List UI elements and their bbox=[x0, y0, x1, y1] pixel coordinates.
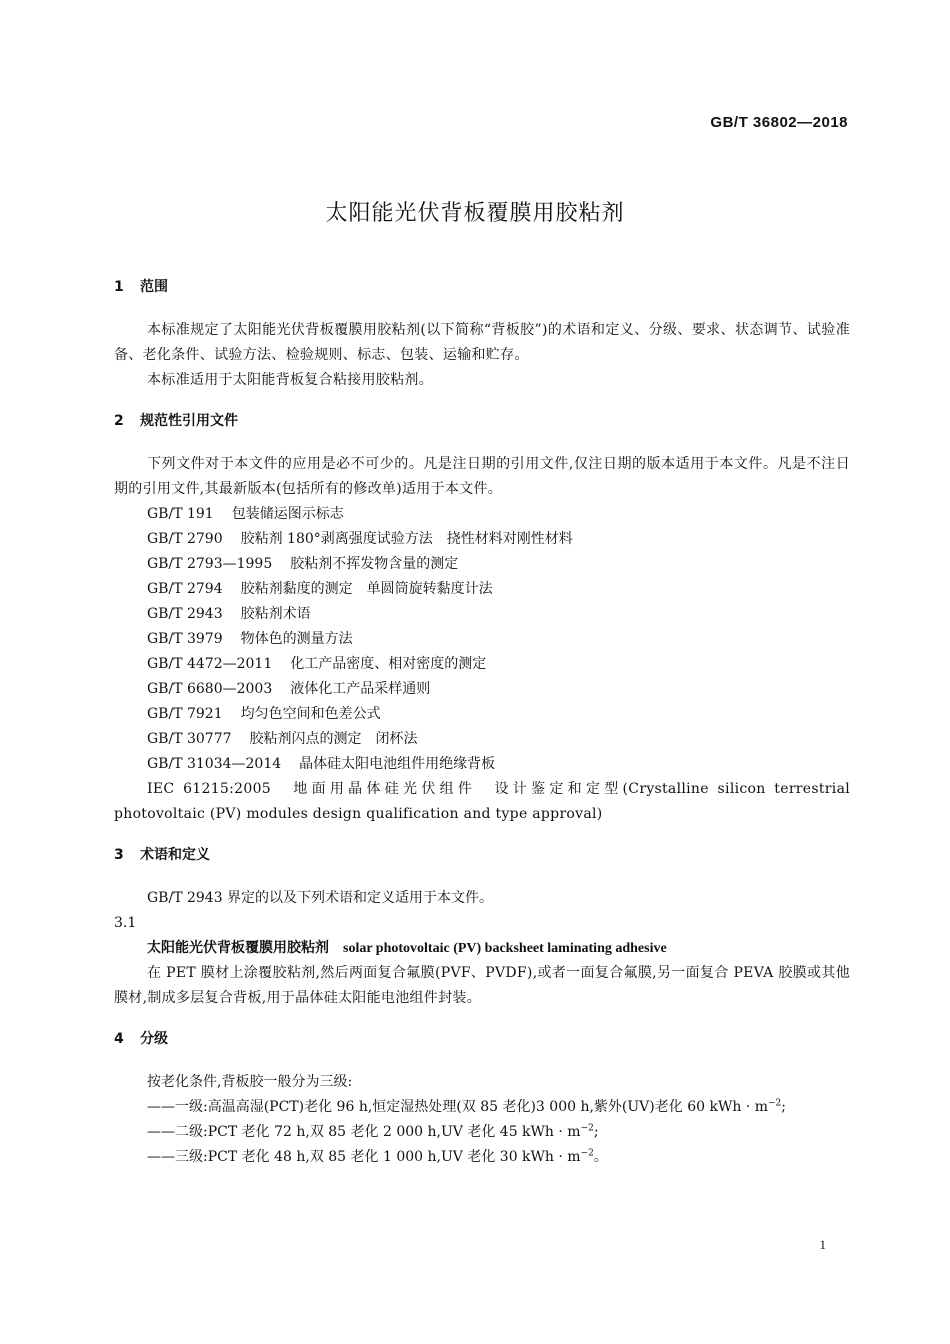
grade-item bbox=[114, 1145, 850, 1170]
reference-item bbox=[114, 627, 850, 652]
reference-code: GB/T 2793—1995 bbox=[147, 556, 273, 572]
section-2-heading bbox=[114, 406, 850, 436]
reference-title: 化工产品密度、相对密度的测定 bbox=[290, 656, 487, 672]
reference-code: GB/T 3979 bbox=[147, 631, 223, 647]
section-1-heading bbox=[114, 272, 850, 302]
scope-paragraph-1: 本标准规定了太阳能光伏背板覆膜用胶粘剂(以下简称“背板胶”)的术语和定义、分级、要求、状态调节、试验准备、老化条件、试验方法、检验规则、标志、包装、运输和贮存。 bbox=[114, 322, 850, 363]
reference-iec: IEC 61215:2005 地面用晶体硅光伏组件 设计鉴定和定型(Crystalline silicon terrestrial photovoltaic (PV) modules design qualification and type approval) bbox=[114, 781, 850, 822]
term-number: 3.1 bbox=[114, 915, 137, 931]
grade-end: 。 bbox=[593, 1149, 608, 1165]
reference-code: GB/T 191 bbox=[147, 506, 214, 522]
reference-item bbox=[114, 727, 850, 752]
reference-title: 均匀色空间和色差公式 bbox=[240, 706, 381, 722]
reference-code: GB/T 7921 bbox=[147, 706, 223, 722]
reference-item bbox=[114, 702, 850, 727]
reference-item bbox=[114, 502, 850, 527]
reference-title: 胶粘剂黏度的测定 单圆筒旋转黏度计法 bbox=[240, 581, 493, 597]
terms-intro: GB/T 2943 界定的以及下列术语和定义适用于本文件。 bbox=[147, 890, 494, 906]
section-3-number: 3 bbox=[114, 847, 124, 863]
reference-item bbox=[114, 577, 850, 602]
term-definition: 在 PET 膜材上涂覆胶粘剂,然后两面复合氟膜(PVF、PVDF),或者一面复合氟膜,另一面复合 PEVA 胶膜或其他膜材,制成多层复合背板,用于晶体硅太阳能电池组件封装。 bbox=[114, 965, 850, 1006]
term-entry bbox=[114, 936, 850, 961]
section-2-number: 2 bbox=[114, 413, 124, 429]
section-2-title: 规范性引用文件 bbox=[140, 413, 238, 429]
section-4-heading bbox=[114, 1024, 850, 1054]
reference-item bbox=[114, 652, 850, 677]
document-title: 太阳能光伏背板覆膜用胶粘剂 bbox=[325, 201, 625, 226]
grade-list bbox=[114, 1095, 850, 1170]
reference-title: 胶粘剂 180°剥离强度试验方法 挠性材料对刚性材料 bbox=[240, 531, 573, 547]
grade-text: ——三级:PCT 老化 48 h,双 85 老化 1 000 h,UV 老化 30 kWh · m bbox=[147, 1149, 581, 1165]
references-intro: 下列文件对于本文件的应用是必不可少的。凡是注日期的引用文件,仅注日期的版本适用于本文件。凡是不注日期的引用文件,其最新版本(包括所有的修改单)适用于本文件。 bbox=[114, 456, 850, 497]
reference-list bbox=[114, 502, 850, 777]
section-3-title: 术语和定义 bbox=[140, 847, 210, 863]
grade-item bbox=[114, 1120, 850, 1145]
standard-code: GB/T 36802—2018 bbox=[710, 114, 848, 131]
section-1-number: 1 bbox=[114, 279, 124, 295]
reference-code: GB/T 31034—2014 bbox=[147, 756, 282, 772]
grade-text: ——一级:高温高湿(PCT)老化 96 h,恒定湿热处理(双 85 老化)3 000 h,紫外(UV)老化 60 kWh · m bbox=[147, 1099, 768, 1115]
reference-item bbox=[114, 552, 850, 577]
reference-title: 晶体硅太阳电池组件用绝缘背板 bbox=[299, 756, 496, 772]
reference-item bbox=[114, 752, 850, 777]
reference-code: GB/T 30777 bbox=[147, 731, 232, 747]
reference-item bbox=[114, 527, 850, 552]
reference-title: 胶粘剂术语 bbox=[240, 606, 311, 622]
reference-title: 胶粘剂闪点的测定 闭杯法 bbox=[249, 731, 418, 747]
reference-code: GB/T 4472—2011 bbox=[147, 656, 273, 672]
grade-end: ; bbox=[593, 1124, 599, 1140]
grade-text: ——二级:PCT 老化 72 h,双 85 老化 2 000 h,UV 老化 45 kWh · m bbox=[147, 1124, 581, 1140]
reference-title: 物体色的测量方法 bbox=[240, 631, 353, 647]
document-body bbox=[114, 272, 850, 1170]
reference-item bbox=[114, 602, 850, 627]
reference-code: GB/T 2790 bbox=[147, 531, 223, 547]
grade-exponent: −2 bbox=[768, 1098, 782, 1109]
term-chinese: 太阳能光伏背板覆膜用胶粘剂 bbox=[147, 940, 329, 956]
grade-exponent: −2 bbox=[580, 1123, 594, 1134]
reference-code: GB/T 2794 bbox=[147, 581, 223, 597]
section-3-heading bbox=[114, 840, 850, 870]
reference-title: 液体化工产品采样通则 bbox=[290, 681, 431, 697]
grade-exponent: −2 bbox=[580, 1148, 594, 1159]
reference-code: GB/T 2943 bbox=[147, 606, 223, 622]
reference-title: 包装储运图示标志 bbox=[231, 506, 344, 522]
grade-item bbox=[114, 1095, 850, 1120]
section-1-title: 范围 bbox=[140, 279, 168, 295]
grading-intro: 按老化条件,背板胶一般分为三级: bbox=[147, 1074, 353, 1090]
reference-code: GB/T 6680—2003 bbox=[147, 681, 273, 697]
section-4-title: 分级 bbox=[140, 1031, 168, 1047]
reference-item bbox=[114, 677, 850, 702]
grade-end: ; bbox=[781, 1099, 786, 1115]
term-english: solar photovoltaic (PV) backsheet laminating adhesive bbox=[343, 941, 667, 956]
section-4-number: 4 bbox=[114, 1031, 124, 1047]
page-number: 1 bbox=[819, 1237, 826, 1252]
scope-paragraph-2: 本标准适用于太阳能背板复合粘接用胶粘剂。 bbox=[147, 372, 433, 388]
reference-title: 胶粘剂不挥发物含量的测定 bbox=[290, 556, 459, 572]
